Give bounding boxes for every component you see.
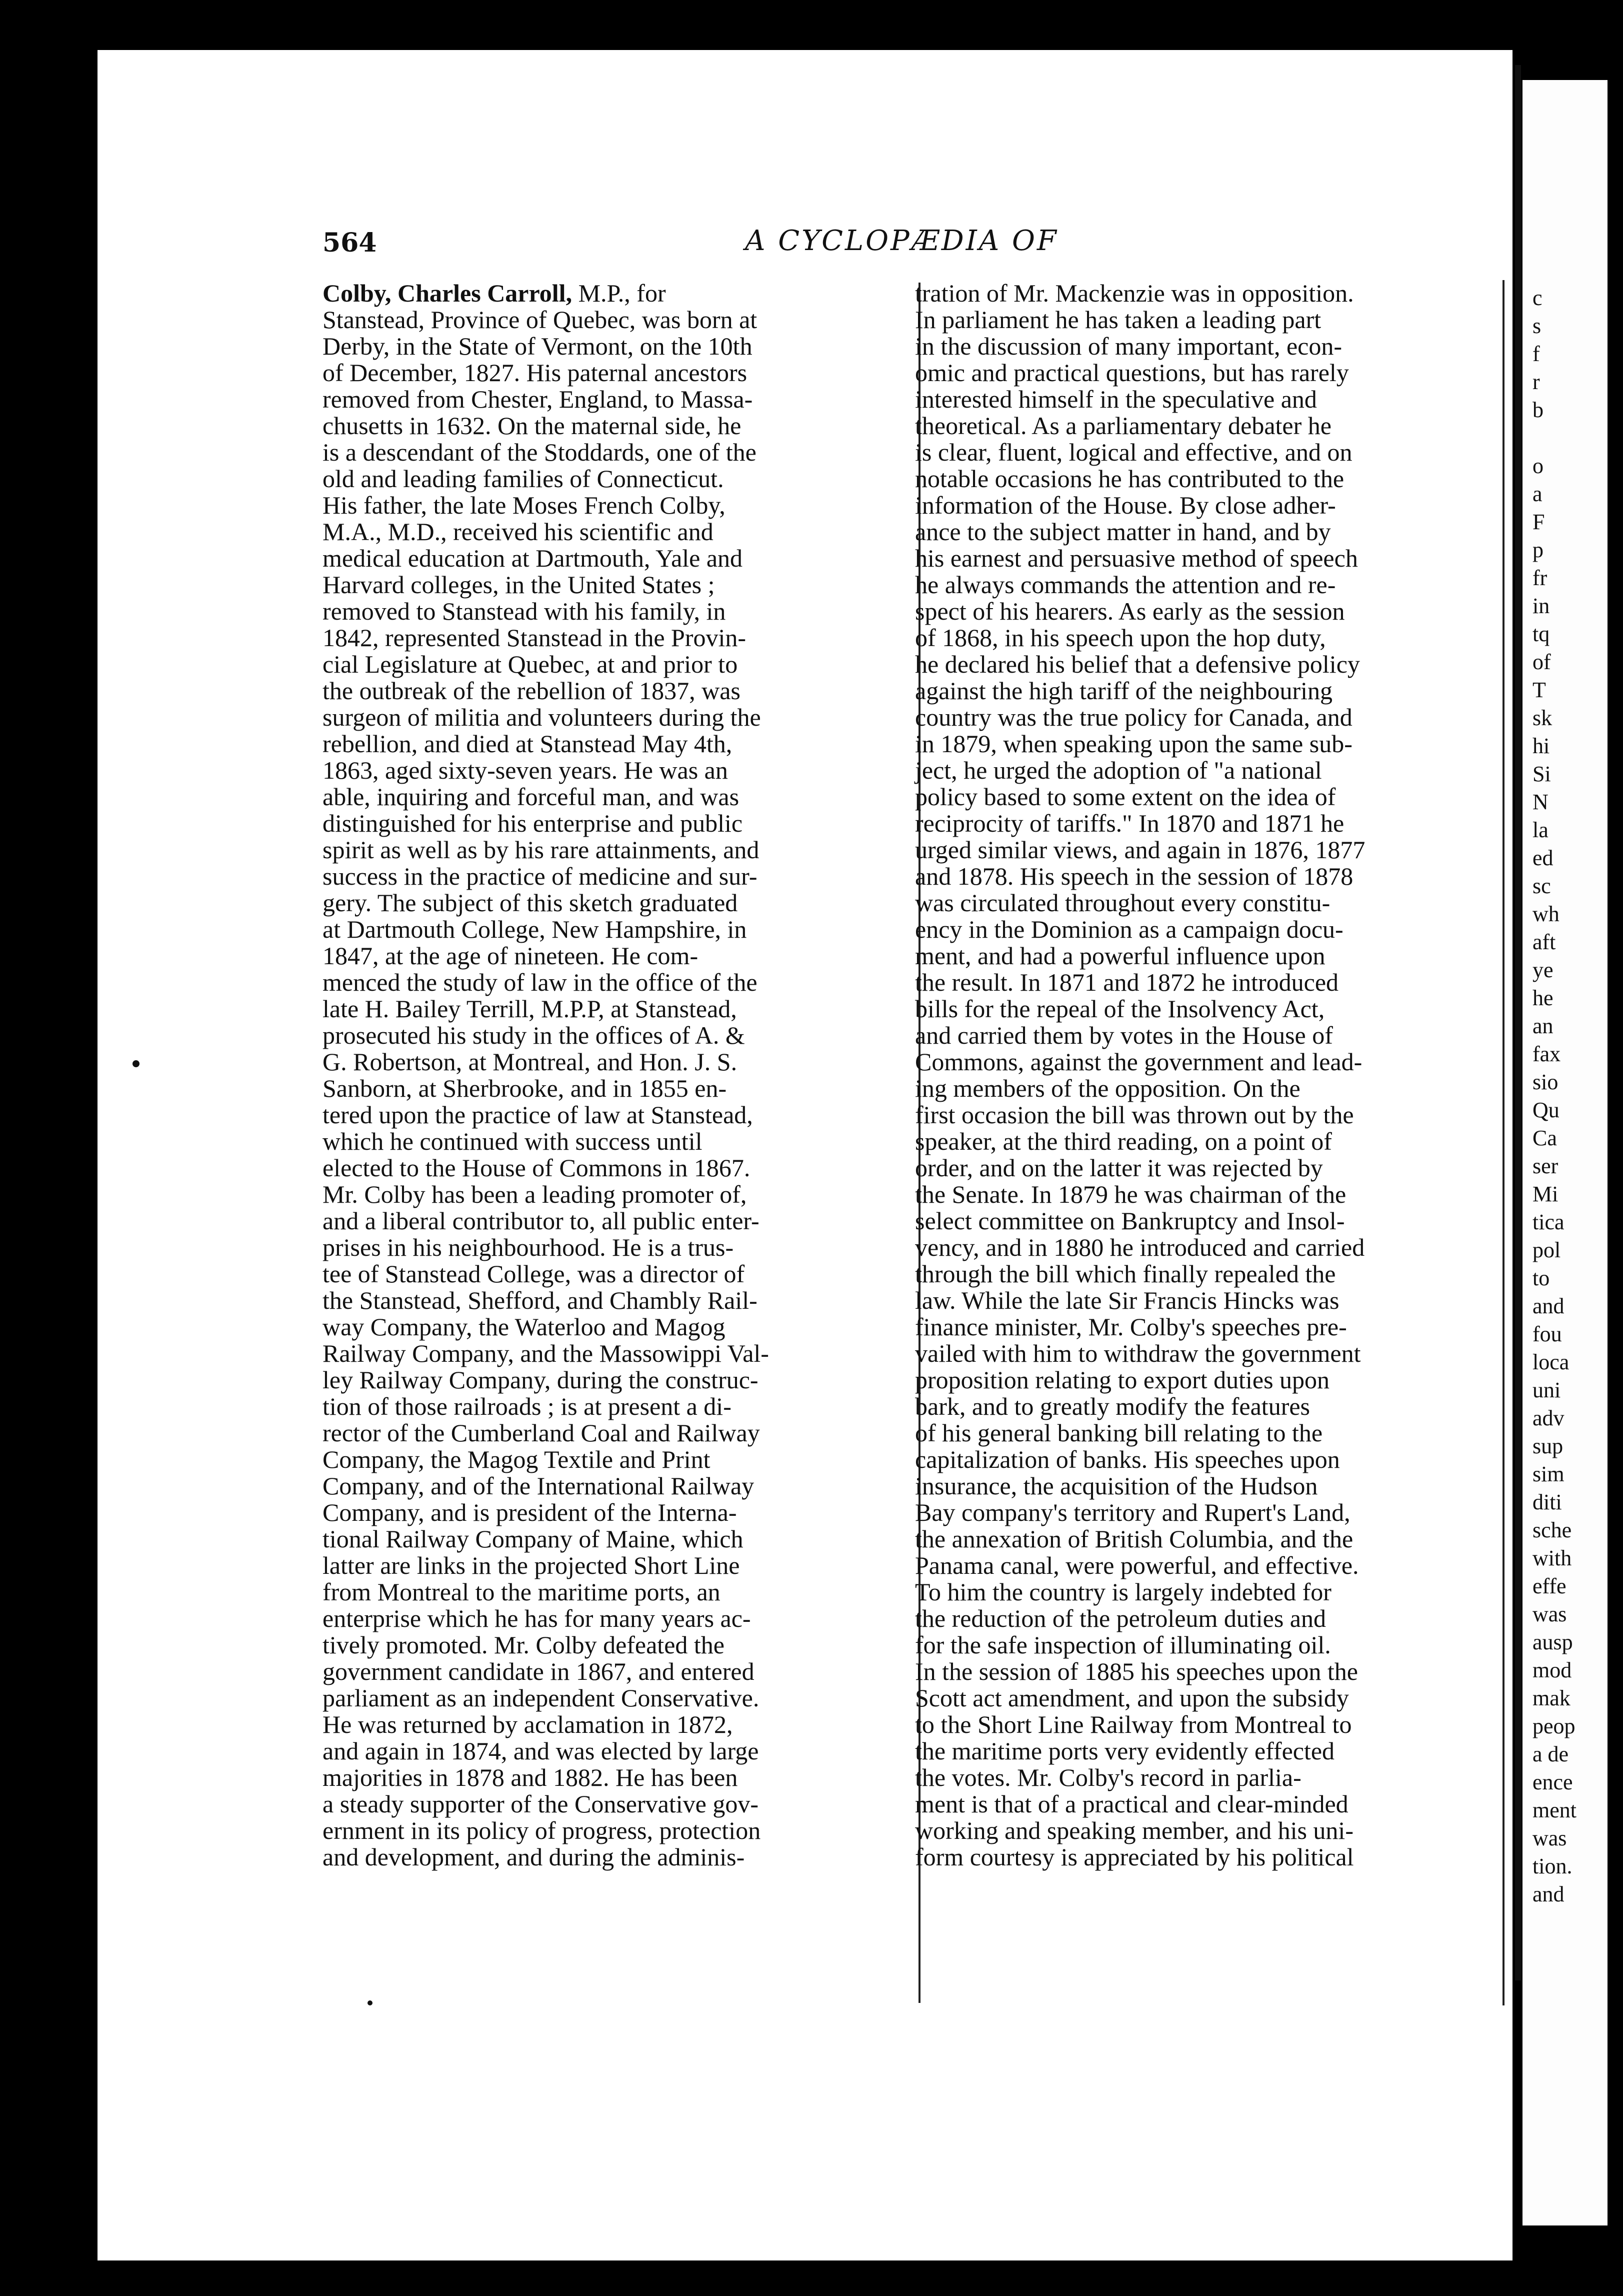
text-line [322, 1632, 922, 1658]
text-line: vailed with him to withdraw the government [915, 1339, 1361, 1367]
line-text: a steady supporter of the Conservative gov- [322, 1790, 758, 1818]
text-line: through the bill which finally repealed the [915, 1260, 1336, 1288]
line-text: prises in his neighbourhood. He is a trus- [322, 1233, 734, 1261]
text-line [322, 890, 922, 916]
adjacent-page-fragment: hi [1532, 734, 1550, 758]
line-text: tered upon the practice of law at Stanstead, [322, 1101, 753, 1129]
text-line [322, 1605, 922, 1632]
adjacent-page-fragment: uni [1532, 1378, 1561, 1402]
adjacent-page-fragment: with [1532, 1546, 1572, 1570]
text-line [322, 1208, 922, 1234]
adjacent-page-fragment: tq [1532, 622, 1550, 646]
text-line: order, and on the latter it was rejected by [915, 1154, 1323, 1182]
line-text: and development, and during the adminis- [322, 1843, 745, 1871]
text-line [322, 1367, 922, 1393]
text-line [322, 466, 922, 492]
text-line: finance minister, Mr. Colby's speeches pre- [915, 1313, 1347, 1341]
text-line [322, 1393, 922, 1420]
line-text: G. Robertson, at Montreal, and Hon. J. S. [322, 1048, 738, 1076]
adjacent-page-fragment: adv [1532, 1406, 1564, 1430]
line-text: and a liberal contributor to, all public enter- [322, 1207, 760, 1235]
text-line [322, 625, 922, 651]
text-line [322, 1314, 922, 1340]
adjacent-page-fragment: peop [1532, 1714, 1576, 1738]
text-line [322, 1473, 922, 1499]
adjacent-page-fragment: to [1532, 1266, 1550, 1290]
adjacent-page-fragment: ausp [1532, 1630, 1573, 1654]
line-text: the Stanstead, Shefford, and Chambly Rail- [322, 1286, 758, 1314]
adjacent-page-fragment: p [1532, 538, 1544, 562]
text-line: information of the House. By close adher- [915, 491, 1336, 519]
adjacent-page-fragment: N [1532, 790, 1548, 814]
text-line [322, 1711, 922, 1738]
text-line [322, 1791, 922, 1817]
adjacent-page-fragment: mak [1532, 1686, 1570, 1710]
text-line [322, 1075, 922, 1102]
adjacent-page-fragment: wh [1532, 902, 1560, 926]
text-line: working and speaking member, and his uni- [915, 1816, 1354, 1844]
text-line [322, 1234, 922, 1261]
text-line [322, 1817, 922, 1844]
line-text: 1863, aged sixty-seven years. He was an [322, 756, 728, 784]
line-text: from Montreal to the maritime ports, an [322, 1578, 720, 1606]
text-line [322, 651, 922, 678]
adjacent-page-fragment: ser [1532, 1154, 1558, 1178]
text-line: ency in the Dominion as a campaign docu- [915, 915, 1344, 943]
line-text: He was returned by acclamation in 1872, [322, 1710, 733, 1738]
adjacent-page-fragment: tion. [1532, 1854, 1572, 1878]
text-line [322, 598, 922, 625]
text-line [322, 545, 922, 572]
adjacent-page-fragment: ed [1532, 846, 1554, 870]
text-line: Commons, against the government and lead- [915, 1048, 1362, 1076]
text-line: form courtesy is appreciated by his political [915, 1843, 1354, 1871]
text-line [322, 731, 922, 757]
text-line: of his general banking bill relating to the [915, 1419, 1323, 1447]
line-text: gery. The subject of this sketch graduated [322, 889, 738, 917]
text-line [322, 1049, 922, 1075]
adjacent-page-fragment: r [1532, 370, 1540, 394]
text-line [322, 943, 922, 969]
text-line [322, 572, 922, 598]
text-line: ject, he urged the adoption of "a national [915, 756, 1322, 784]
text-line [322, 1552, 922, 1579]
line-text: which he continued with success until [322, 1127, 702, 1155]
line-text: spirit as well as by his rare attainments, and [322, 836, 760, 864]
text-line [322, 1499, 922, 1526]
text-line: and carried them by votes in the House of [915, 1021, 1333, 1049]
line-text: success in the practice of medicine and sur- [322, 862, 758, 890]
text-line: the annexation of British Columbia, and the [915, 1525, 1354, 1553]
adjacent-page-fragment: T [1532, 678, 1546, 702]
adjacent-page-fragment: he [1532, 986, 1554, 1010]
text-line [322, 1579, 922, 1605]
text-line: In the session of 1885 his speeches upon the [915, 1657, 1358, 1685]
text-line: ment is that of a practical and clear-minded [915, 1790, 1348, 1818]
adjacent-page-fragment: a [1532, 482, 1542, 506]
text-line [322, 678, 922, 704]
line-text: surgeon of militia and volunteers during the [322, 703, 761, 731]
line-text: is a descendant of the Stoddards, one of the [322, 438, 756, 466]
line-text: Mr. Colby has been a leading promoter of, [322, 1180, 747, 1208]
text-line: insurance, the acquisition of the Hudson [915, 1472, 1318, 1500]
text-line: urged similar views, and again in 1876, 1877 [915, 836, 1366, 864]
adjacent-page-fragment: fax [1532, 1042, 1561, 1066]
text-line: in 1879, when speaking upon the same sub- [915, 730, 1352, 758]
text-line [322, 1446, 922, 1473]
adjacent-page-fragment: an [1532, 1014, 1554, 1038]
adjacent-page-fragment: F [1532, 510, 1545, 534]
text-line: the votes. Mr. Colby's record in parlia- [915, 1763, 1302, 1791]
left-text-column [322, 280, 922, 1870]
adjacent-page-fragment: and [1532, 1294, 1564, 1318]
adjacent-page-fragment: sio [1532, 1070, 1558, 1094]
text-line: in the discussion of many important, econ- [915, 332, 1342, 360]
text-line: interested himself in the speculative and [915, 385, 1317, 413]
line-text: Harvard colleges, in the United States ; [322, 571, 715, 599]
text-line: To him the country is largely indebted for [915, 1578, 1332, 1606]
adjacent-page-fragment: sim [1532, 1462, 1564, 1486]
text-line: is clear, fluent, logical and effective, and on [915, 438, 1352, 466]
text-line: In parliament he has taken a leading part [915, 306, 1322, 334]
adjacent-page-fragment: loca [1532, 1350, 1570, 1374]
text-line: he declared his belief that a defensive policy [915, 650, 1360, 678]
text-line: ance to the subject matter in hand, and by [915, 518, 1331, 546]
adjacent-page-fragment: was [1532, 1602, 1567, 1626]
adjacent-page-fragment: b [1532, 398, 1544, 422]
adjacent-page-fragment: o [1532, 454, 1544, 478]
line-text: removed from Chester, England, to Massa- [322, 385, 753, 413]
adjacent-page-fragment: Ca [1532, 1126, 1557, 1150]
adjacent-page-fragment: of [1532, 650, 1551, 674]
text-line: policy based to some extent on the idea of [915, 783, 1336, 811]
text-line [322, 307, 922, 333]
adjacent-page-fragment: c [1532, 286, 1542, 310]
text-line: bills for the repeal of the Insolvency Act, [915, 995, 1325, 1023]
text-line [322, 1764, 922, 1791]
adjacent-page-fragment: ment [1532, 1798, 1576, 1822]
text-line [322, 1420, 922, 1446]
adjacent-page-fragment: f [1532, 342, 1540, 366]
text-line: proposition relating to export duties upon [915, 1366, 1330, 1394]
page-number: 564 [322, 228, 377, 258]
text-line: spect of his hearers. As early as the session [915, 597, 1345, 625]
text-line: the Senate. In 1879 he was chairman of the [915, 1180, 1346, 1208]
text-line: law. While the late Sir Francis Hincks was [915, 1286, 1340, 1314]
text-line: select committee on Bankruptcy and Insol- [915, 1207, 1345, 1235]
text-line [322, 916, 922, 943]
text-line [322, 1181, 922, 1208]
text-line [322, 1022, 922, 1049]
line-text: Railway Company, and the Massowippi Val- [322, 1339, 769, 1367]
text-line [322, 333, 922, 360]
line-text: ernment in its policy of progress, protection [322, 1816, 761, 1844]
line-text: distinguished for his enterprise and public [322, 809, 743, 837]
line-text: late H. Bailey Terrill, M.P.P, at Stanstead, [322, 995, 737, 1023]
right-page-rule [1502, 280, 1504, 2005]
line-text: rector of the Cumberland Coal and Railway [322, 1419, 760, 1447]
text-line [322, 1685, 922, 1711]
adjacent-page-fragment: ye [1532, 958, 1554, 982]
line-text: tion of those railroads ; is at present a di- [322, 1392, 732, 1420]
page-speck [368, 2000, 372, 2005]
line-text: way Company, the Waterloo and Magog [322, 1313, 726, 1341]
line-text: government candidate in 1867, and entered [322, 1657, 754, 1685]
text-line: of 1868, in his speech upon the hop duty, [915, 624, 1326, 652]
line-text: His father, the late Moses French Colby, [322, 491, 726, 519]
entry-name: Colby, Charles Carroll, [322, 279, 572, 307]
adjacent-page-fragment: la [1532, 818, 1548, 842]
adjacent-page-fragment: diti [1532, 1490, 1562, 1514]
line-text: and again in 1874, and was elected by large [322, 1737, 759, 1765]
line-text: Company, and of the International Railway [322, 1472, 754, 1500]
text-line [322, 386, 922, 413]
line-text: the outbreak of the rebellion of 1837, was [322, 677, 740, 705]
text-line [322, 1658, 922, 1685]
adjacent-page-fragment: mod [1532, 1658, 1572, 1682]
text-line [322, 1738, 922, 1764]
line-text: menced the study of law in the office of the [322, 968, 758, 996]
line-text: ley Railway Company, during the construc- [322, 1366, 758, 1394]
adjacent-page-fragment: sc [1532, 874, 1551, 898]
adjacent-page-fragment: s [1532, 314, 1542, 338]
adjacent-page-fragment: and [1532, 1882, 1564, 1906]
text-line: country was the true policy for Canada, and [915, 703, 1352, 731]
text-line: tration of Mr. Mackenzie was in opposition. [915, 279, 1354, 307]
line-text: Derby, in the State of Vermont, on the 10th [322, 332, 752, 360]
line-text: enterprise which he has for many years ac- [322, 1604, 751, 1632]
page-speck [132, 1060, 140, 1067]
line-text: Sanborn, at Sherbrooke, and in 1855 en- [322, 1074, 727, 1102]
line-text: latter are links in the projected Short Line [322, 1551, 740, 1579]
text-line [322, 863, 922, 890]
text-line [322, 1526, 922, 1552]
text-line: and 1878. His speech in the session of 1878 [915, 862, 1354, 890]
line-text: M.A., M.D., received his scientific and [322, 518, 714, 546]
adjacent-page-fragment: effe [1532, 1574, 1566, 1598]
text-line: vency, and in 1880 he introduced and carried [915, 1233, 1365, 1261]
text-line [322, 360, 922, 386]
text-line: he always commands the attention and re- [915, 571, 1336, 599]
text-line: bark, and to greatly modify the features [915, 1392, 1310, 1420]
text-line: speaker, at the third reading, on a point of [915, 1127, 1332, 1155]
text-line [322, 810, 922, 837]
adjacent-page-fragment: tica [1532, 1210, 1564, 1234]
line-text: Company, the Magog Textile and Print [322, 1445, 710, 1473]
line-text: M.P., for [572, 279, 666, 307]
text-line [322, 1287, 922, 1314]
text-line [322, 1261, 922, 1287]
line-text: at Dartmouth College, New Hampshire, in [322, 915, 747, 943]
adjacent-page-fragment: fou [1532, 1322, 1562, 1346]
right-text-column [915, 280, 1495, 1870]
text-line: first occasion the bill was thrown out by the [915, 1101, 1354, 1129]
adjacent-page-fragment: sup [1532, 1434, 1564, 1458]
text-line [322, 492, 922, 519]
line-text: majorities in 1878 and 1882. He has been [322, 1763, 738, 1791]
line-text: chusetts in 1632. On the maternal side, he [322, 412, 742, 440]
line-text: able, inquiring and forceful man, and was [322, 783, 740, 811]
adjacent-page-fragment: sche [1532, 1518, 1572, 1542]
text-line: ment, and had a powerful influence upon [915, 942, 1326, 970]
text-line [322, 1128, 922, 1155]
text-line: the maritime ports very evidently effected [915, 1737, 1335, 1765]
adjacent-page-fragment: pol [1532, 1238, 1561, 1262]
adjacent-page-fragment: a de [1532, 1742, 1569, 1766]
text-line: notable occasions he has contributed to the [915, 465, 1344, 493]
adjacent-page-fragment: Qu [1532, 1098, 1560, 1122]
line-text: Stanstead, Province of Quebec, was born at [322, 306, 758, 334]
text-line [322, 280, 922, 307]
line-text: tional Railway Company of Maine, which [322, 1525, 744, 1553]
line-text: old and leading families of Connecticut. [322, 465, 724, 493]
adjacent-page-fragment: ence [1532, 1770, 1573, 1794]
gutter-shadow [1515, 65, 1521, 1980]
text-line: was circulated throughout every constitu- [915, 889, 1330, 917]
line-text: medical education at Dartmouth, Yale and [322, 544, 743, 572]
text-line: theoretical. As a parliamentary debater he [915, 412, 1332, 440]
line-text: removed to Stanstead with his family, in [322, 597, 726, 625]
text-line: to the Short Line Railway from Montreal to [915, 1710, 1352, 1738]
adjacent-page-fragment: in [1532, 594, 1550, 618]
text-line [322, 996, 922, 1022]
text-line: against the high tariff of the neighbouring [915, 677, 1332, 705]
text-line: Scott act amendment, and upon the subsidy [915, 1684, 1349, 1712]
text-line [322, 837, 922, 863]
text-line [322, 784, 922, 810]
adjacent-page-fragment: sk [1532, 706, 1552, 730]
adjacent-page-fragment: fr [1532, 566, 1548, 590]
text-line: omic and practical questions, but has rarely [915, 359, 1349, 387]
line-text: cial Legislature at Quebec, at and prior to [322, 650, 738, 678]
text-line [322, 704, 922, 731]
line-text: 1842, represented Stanstead in the Provin- [322, 624, 746, 652]
text-line: the reduction of the petroleum duties and [915, 1604, 1326, 1632]
line-text: Company, and is president of the Interna- [322, 1498, 737, 1526]
text-line: ing members of the opposition. On the [915, 1074, 1300, 1102]
text-line [322, 1340, 922, 1367]
line-text: 1847, at the age of nineteen. He com- [322, 942, 698, 970]
text-line [322, 1102, 922, 1128]
line-text: tee of Stanstead College, was a director of [322, 1260, 745, 1288]
text-line: for the safe inspection of illuminating oil. [915, 1631, 1331, 1659]
text-line [322, 757, 922, 784]
text-line: his earnest and persuasive method of speech [915, 544, 1358, 572]
line-text: elected to the House of Commons in 1867. [322, 1154, 750, 1182]
adjacent-page-fragment: Mi [1532, 1182, 1558, 1206]
text-line [322, 1155, 922, 1181]
text-line [322, 519, 922, 545]
adjacent-page-fragment: was [1532, 1826, 1567, 1850]
line-text: tively promoted. Mr. Colby defeated the [322, 1631, 724, 1659]
text-line: Bay company's territory and Rupert's Land, [915, 1498, 1350, 1526]
text-line [322, 1844, 922, 1870]
line-text: parliament as an independent Conservative. [322, 1684, 760, 1712]
text-line: reciprocity of tariffs." In 1870 and 1871 he [915, 809, 1344, 837]
line-text: prosecuted his study in the offices of A. & [322, 1021, 745, 1049]
running-title: A CYCLOPÆDIA OF [745, 225, 1058, 257]
text-line: capitalization of banks. His speeches upon [915, 1445, 1340, 1473]
text-line [322, 439, 922, 466]
adjacent-page-fragment: aft [1532, 930, 1556, 954]
text-line [322, 969, 922, 996]
line-text: rebellion, and died at Stanstead May 4th, [322, 730, 732, 758]
adjacent-page-fragment: Si [1532, 762, 1551, 786]
line-text: of December, 1827. His paternal ancestors [322, 359, 748, 387]
text-line: Panama canal, were powerful, and effective. [915, 1551, 1359, 1579]
running-header [322, 225, 1472, 268]
text-line: the result. In 1871 and 1872 he introduced [915, 968, 1339, 996]
text-line [322, 413, 922, 439]
